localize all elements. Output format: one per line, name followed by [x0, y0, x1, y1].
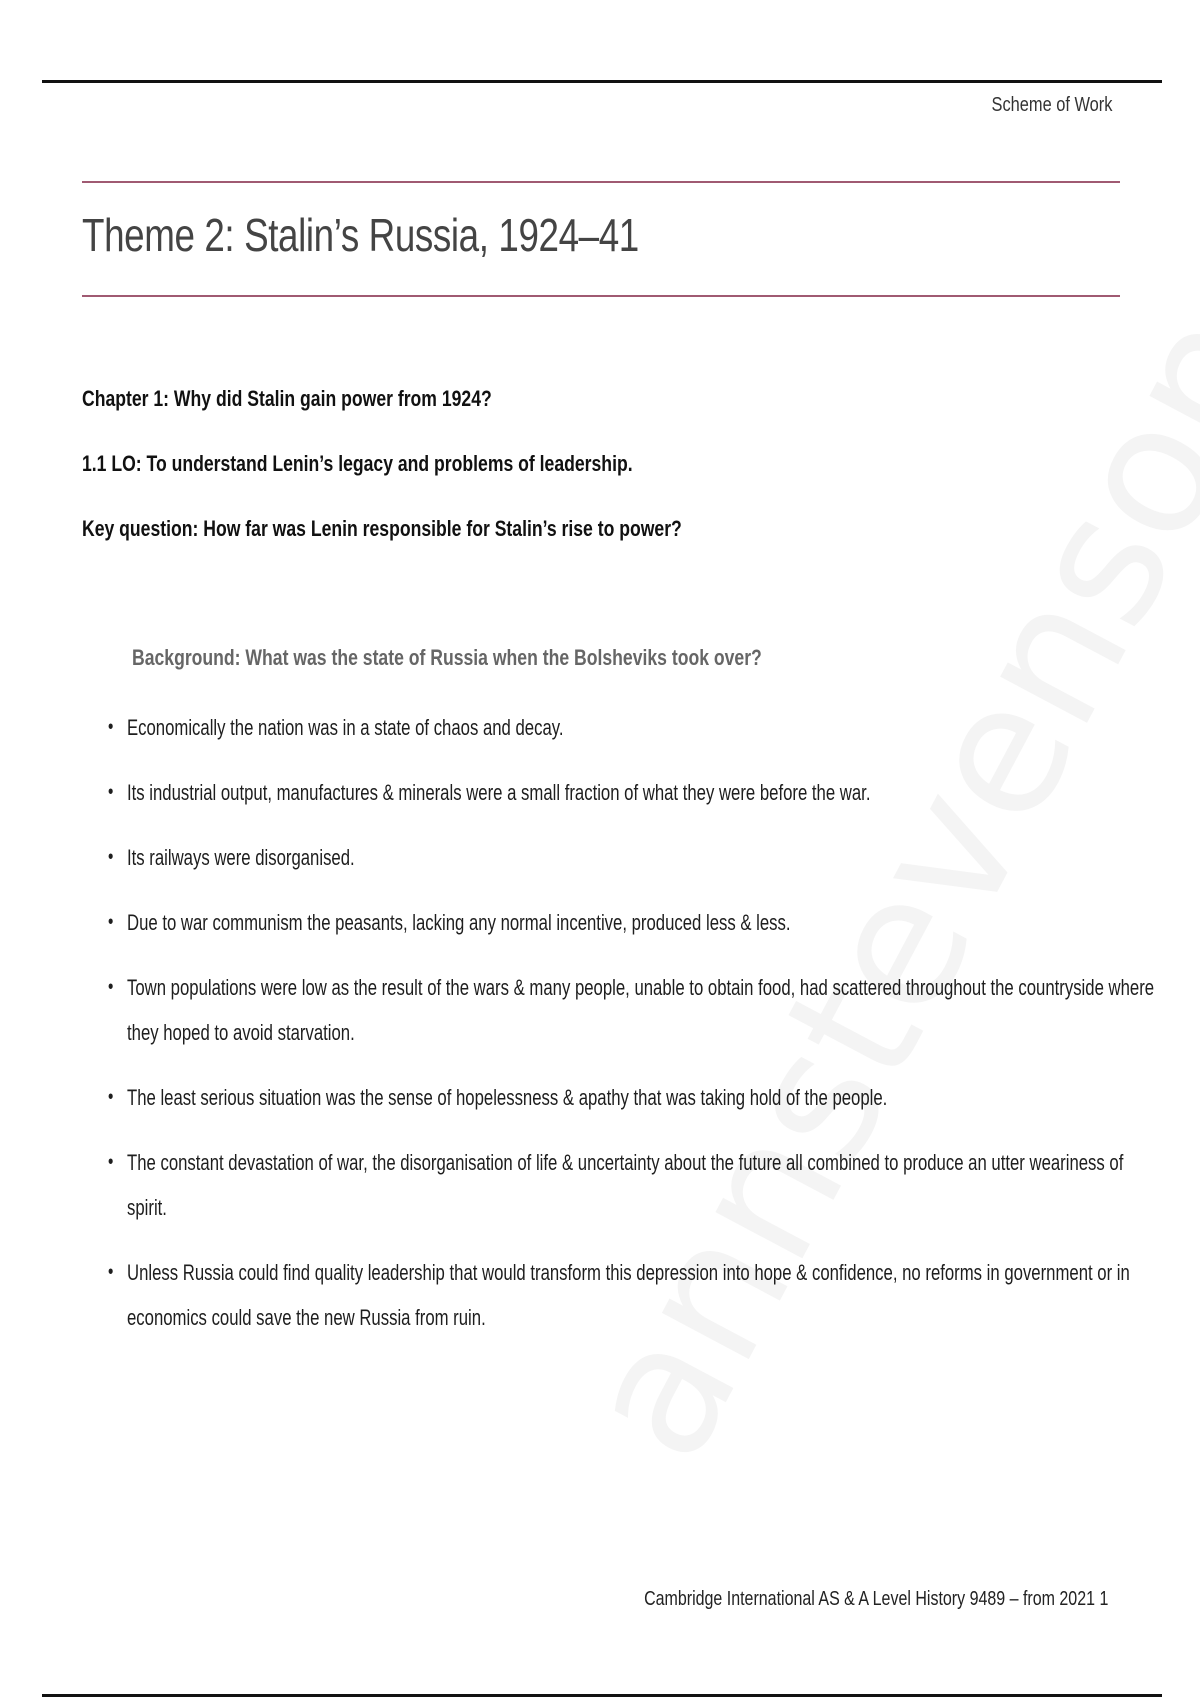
bullet-icon: •: [108, 846, 114, 868]
learning-objective: 1.1 LO: To understand Lenin’s legacy and problems of leadership.: [82, 451, 633, 476]
bullet-text: Town populations were low as the result of the wars & many people, unable to obtain food, had scattered throughout the countryside where they hoped to avoid starvation.: [127, 975, 1155, 1045]
bullet-icon: •: [108, 911, 114, 933]
key-question: Key question: How far was Lenin responsible for Stalin’s rise to power?: [82, 516, 682, 541]
bullet-text: Its railways were disorganised.: [127, 845, 355, 870]
page-footer: Cambridge International AS & A Level History 9489 – from 2021 1: [643, 1588, 1108, 1610]
bullet-item: [108, 835, 1157, 880]
bullet-icon: •: [108, 1086, 114, 1108]
bullet-icon: •: [108, 781, 114, 803]
bottom-rule: [42, 1694, 1162, 1697]
bullet-item: [108, 1250, 1157, 1340]
bullet-icon: •: [108, 716, 114, 738]
bullet-item: [108, 965, 1157, 1055]
bullet-icon: •: [108, 976, 114, 998]
bullet-text: The least serious situation was the sense of hopelessness & apathy that was taking hold of the people.: [127, 1085, 888, 1110]
background-heading: Background: What was the state of Russia when the Bolsheviks took over?: [132, 645, 762, 670]
bullet-item: [108, 1075, 1157, 1120]
header-label: Scheme of Work: [991, 94, 1112, 116]
title-rule-top: [82, 181, 1120, 183]
top-rule: [42, 80, 1162, 83]
bullet-text: Due to war communism the peasants, lacking any normal incentive, produced less & less.: [127, 910, 791, 935]
bullet-list: [108, 705, 1157, 1360]
bullet-item: [108, 1140, 1157, 1230]
bullet-text: The constant devastation of war, the disorganisation of life & uncertainty about the future all combined to produce an utter weariness of spirit.: [127, 1150, 1124, 1220]
bullet-icon: •: [108, 1261, 114, 1283]
theme-title: Theme 2: Stalin’s Russia, 1924–41: [82, 209, 639, 261]
title-rule-bottom: [82, 295, 1120, 297]
chapter-title: Chapter 1: Why did Stalin gain power from 1924?: [82, 386, 492, 411]
bullet-icon: •: [108, 1151, 114, 1173]
bullet-text: Economically the nation was in a state of chaos and decay.: [127, 715, 564, 740]
bullet-text: Its industrial output, manufactures & minerals were a small fraction of what they were before the war.: [127, 780, 871, 805]
bullet-item: [108, 770, 1157, 815]
bullet-item: [108, 705, 1157, 750]
bullet-text: Unless Russia could find quality leadership that would transform this depression into hope & confidence, no reforms in government or in economics could save the new Russia from ruin.: [127, 1260, 1130, 1330]
bullet-item: [108, 900, 1157, 945]
